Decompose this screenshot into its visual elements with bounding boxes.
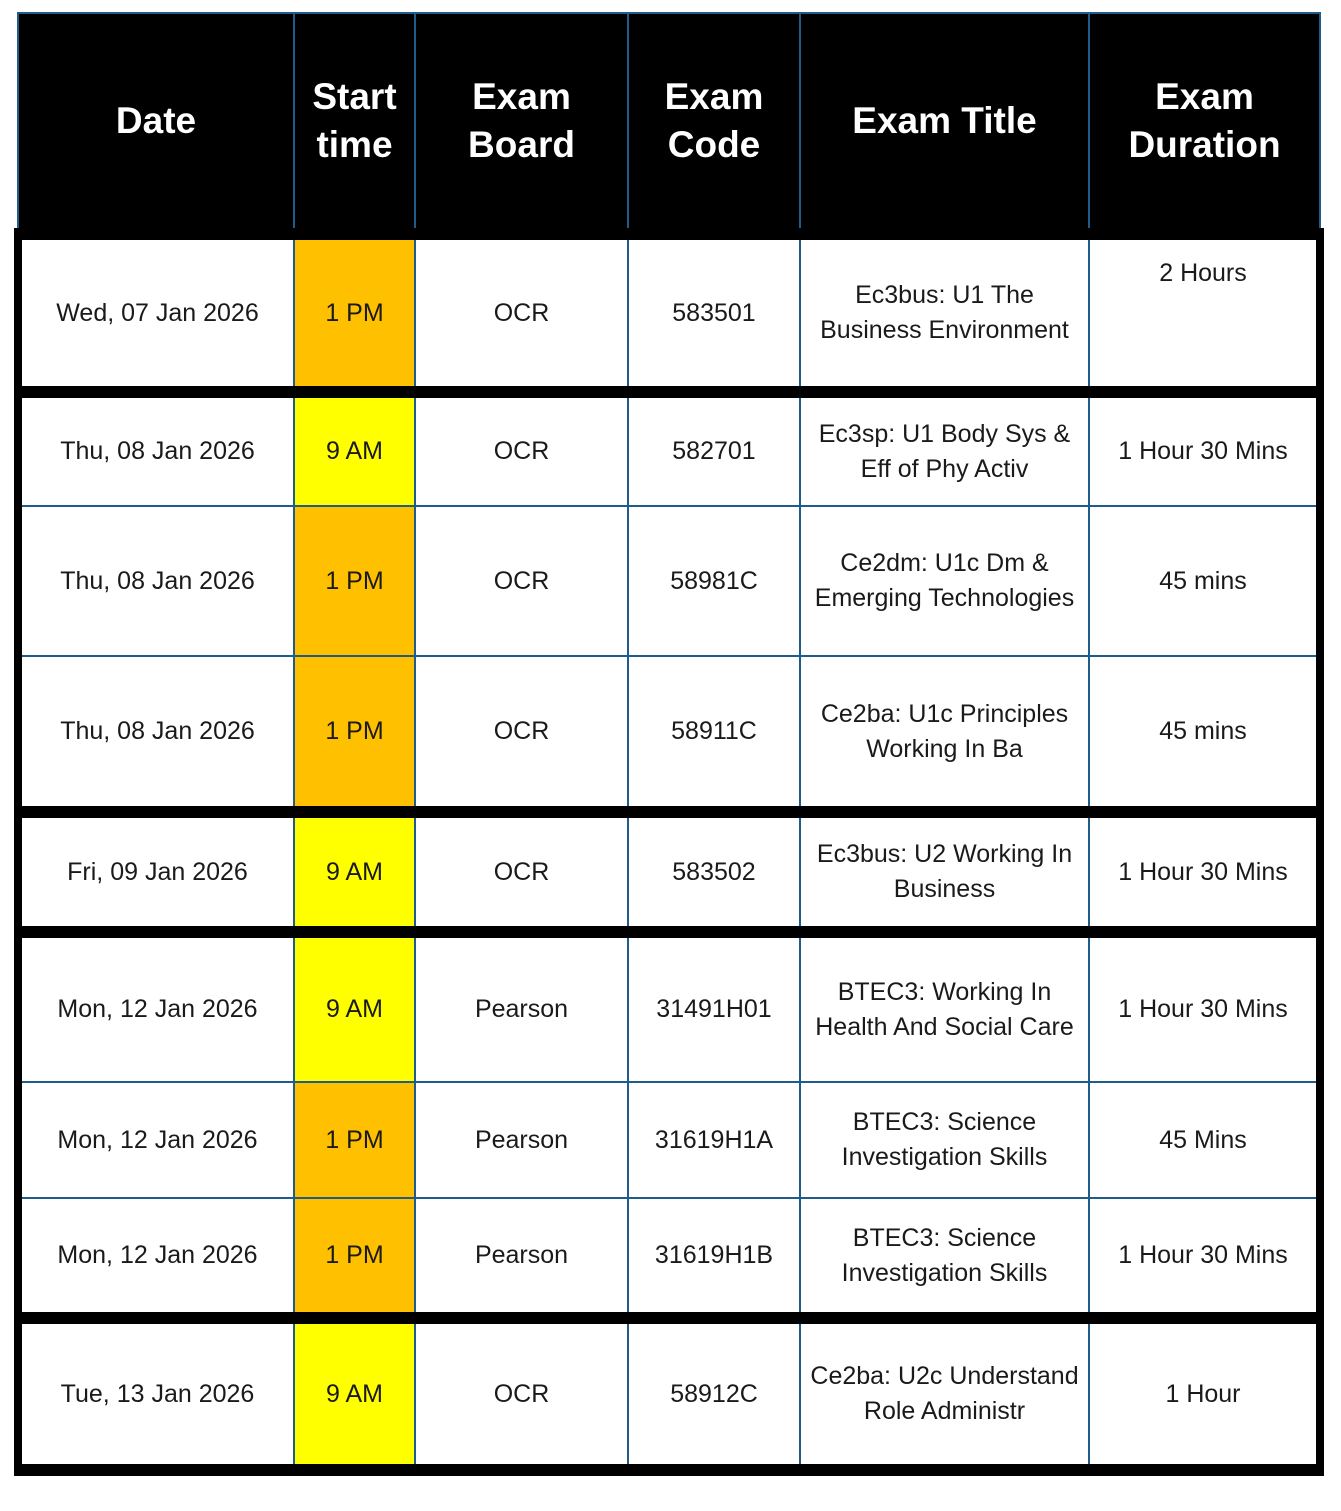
exam-title-cell: Ec3bus: U2 Working In Business (800, 812, 1089, 932)
date-cell: Fri, 09 Jan 2026 (18, 812, 294, 932)
table-row (18, 506, 1320, 656)
header-exam-duration: Exam Duration (1089, 13, 1320, 234)
exam-code-cell: 583501 (628, 234, 800, 392)
exam-board-cell: OCR (415, 234, 628, 392)
exam-duration-cell: 2 Hours (1089, 234, 1320, 392)
start-time-cell: 1 PM (294, 506, 415, 656)
exam-board-cell: OCR (415, 656, 628, 812)
date-cell: Tue, 13 Jan 2026 (18, 1318, 294, 1470)
exam-duration-cell: 45 mins (1089, 656, 1320, 812)
exam-duration-cell: 45 Mins (1089, 1082, 1320, 1198)
date-cell: Mon, 12 Jan 2026 (18, 1198, 294, 1318)
table-row (18, 812, 1320, 932)
exam-duration-cell: 1 Hour 30 Mins (1089, 1198, 1320, 1318)
date-cell: Thu, 08 Jan 2026 (18, 656, 294, 812)
exam-board-cell: OCR (415, 1318, 628, 1470)
start-time-cell: 1 PM (294, 1198, 415, 1318)
exam-title-cell: Ce2dm: U1c Dm & Emerging Technologies (800, 506, 1089, 656)
exam-title-cell: BTEC3: Science Investigation Skills (800, 1082, 1089, 1198)
exam-title-cell: Ec3sp: U1 Body Sys & Eff of Phy Activ (800, 392, 1089, 506)
table-row (18, 1082, 1320, 1198)
exam-code-cell: 582701 (628, 392, 800, 506)
date-cell: Thu, 08 Jan 2026 (18, 392, 294, 506)
date-cell: Mon, 12 Jan 2026 (18, 1082, 294, 1198)
exam-board-cell: OCR (415, 506, 628, 656)
exam-code-cell: 58912C (628, 1318, 800, 1470)
table-row (18, 234, 1320, 392)
start-time-cell: 9 AM (294, 1318, 415, 1470)
exam-board-cell: OCR (415, 392, 628, 506)
header-row (18, 13, 1320, 234)
table-row (18, 1318, 1320, 1470)
exam-title-cell: BTEC3: Science Investigation Skills (800, 1198, 1089, 1318)
exam-code-cell: 58981C (628, 506, 800, 656)
exam-code-cell: 583502 (628, 812, 800, 932)
exam-board-cell: Pearson (415, 1198, 628, 1318)
exam-duration-cell: 1 Hour 30 Mins (1089, 812, 1320, 932)
start-time-cell: 9 AM (294, 392, 415, 506)
start-time-cell: 9 AM (294, 932, 415, 1082)
header-exam-code: Exam Code (628, 13, 800, 234)
header-exam-title: Exam Title (800, 13, 1089, 234)
table-row (18, 1198, 1320, 1318)
table-row (18, 656, 1320, 812)
start-time-cell: 1 PM (294, 234, 415, 392)
exam-title-cell: BTEC3: Working In Health And Social Care (800, 932, 1089, 1082)
date-cell: Wed, 07 Jan 2026 (18, 234, 294, 392)
start-time-cell: 1 PM (294, 1082, 415, 1198)
exam-duration-cell: 1 Hour 30 Mins (1089, 392, 1320, 506)
exam-code-cell: 31619H1A (628, 1082, 800, 1198)
exam-timetable (14, 12, 1316, 1476)
table-row (18, 932, 1320, 1082)
exam-duration-cell: 1 Hour (1089, 1318, 1320, 1470)
exam-board-cell: OCR (415, 812, 628, 932)
exam-board-cell: Pearson (415, 932, 628, 1082)
exam-code-cell: 58911C (628, 656, 800, 812)
exam-duration-cell: 45 mins (1089, 506, 1320, 656)
header-start-time: Start time (294, 13, 415, 234)
start-time-cell: 1 PM (294, 656, 415, 812)
exam-title-cell: Ce2ba: U1c Principles Working In Ba (800, 656, 1089, 812)
exam-title-cell: Ce2ba: U2c Understand Role Administr (800, 1318, 1089, 1470)
header-date: Date (18, 13, 294, 234)
header-exam-board: Exam Board (415, 13, 628, 234)
exam-title-cell: Ec3bus: U1 The Business Environment (800, 234, 1089, 392)
exam-code-cell: 31491H01 (628, 932, 800, 1082)
exam-board-cell: Pearson (415, 1082, 628, 1198)
exam-code-cell: 31619H1B (628, 1198, 800, 1318)
table-row (18, 392, 1320, 506)
date-cell: Mon, 12 Jan 2026 (18, 932, 294, 1082)
date-cell: Thu, 08 Jan 2026 (18, 506, 294, 656)
exam-table (14, 12, 1324, 1476)
start-time-cell: 9 AM (294, 812, 415, 932)
exam-duration-cell: 1 Hour 30 Mins (1089, 932, 1320, 1082)
